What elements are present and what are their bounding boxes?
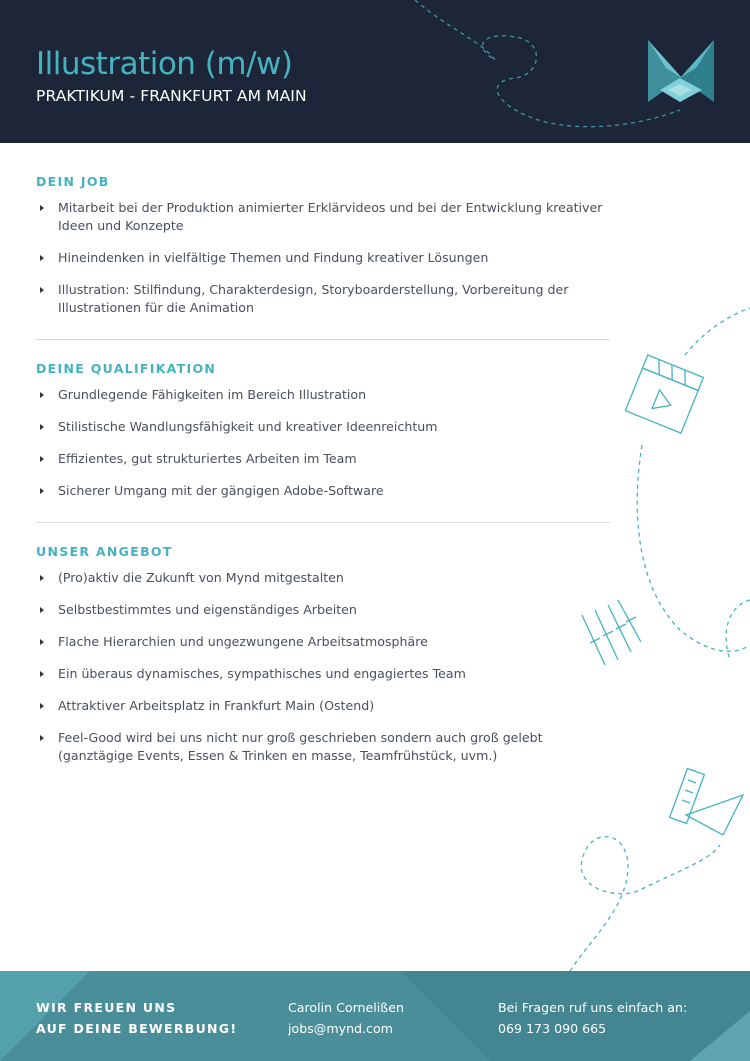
section-divider (36, 339, 610, 340)
bullet-arrow-icon (40, 255, 44, 261)
bullet-arrow-icon (40, 735, 44, 741)
list-item: Feel-Good wird bei uns nicht nur groß geschrieben sondern auch groß gelebt (ganztägige Events, Essen & Trinken en masse, Teamfrühstück, uvm.) (36, 729, 610, 765)
section-heading-job: DEIN JOB (36, 174, 110, 189)
pencil-lines-icon (582, 600, 641, 665)
qualification-list (36, 386, 610, 500)
bullet-arrow-icon (40, 287, 44, 293)
footer-contact (288, 997, 404, 1039)
contact-email-link[interactable]: jobs@mynd.com (288, 1021, 393, 1036)
list-item: Selbstbestimmtes und eigenständiges Arbeiten (36, 601, 610, 619)
questions-label: Bei Fragen ruf uns einfach an: (498, 1000, 688, 1015)
mynd-logo-icon (646, 38, 716, 106)
list-item: Effizientes, gut strukturiertes Arbeiten im Team (36, 450, 610, 468)
list-item: Ein überaus dynamisches, sympathisches und engagiertes Team (36, 665, 610, 683)
phone-number-link[interactable]: 069 173 090 665 (498, 1021, 607, 1036)
footer-cta: WIR FREUEN UNS AUF DEINE BEWERBUNG! (36, 1000, 238, 1036)
play-clapperboard-icon (625, 355, 703, 433)
bullet-arrow-icon (40, 392, 44, 398)
side-illustration-decoration (560, 300, 750, 971)
footer-banner (0, 971, 750, 1061)
bullet-arrow-icon (40, 205, 44, 211)
list-item: Mitarbeit bei der Produktion animierter Erklärvideos und bei der Entwicklung kreativer Ideen und Konzepte (36, 199, 610, 235)
section-heading-qualification: DEINE QUALIFIKATION (36, 361, 217, 376)
footer-questions (498, 997, 687, 1039)
bullet-arrow-icon (40, 703, 44, 709)
section-divider (36, 522, 610, 523)
job-subtitle: PRAKTIKUM - FRANKFURT AM MAIN (36, 87, 307, 105)
job-list (36, 199, 610, 317)
list-item: Grundlegende Fähigkeiten im Bereich Illustration (36, 386, 610, 404)
main-content (36, 174, 610, 779)
list-item: (Pro)aktiv die Zukunft von Mynd mitgestalten (36, 569, 610, 587)
contact-name: Carolin Cornelißen (288, 1000, 404, 1015)
list-item: Illustration: Stilfindung, Charakterdesign, Storyboarderstellung, Vorbereitung der Illustrationen für die Animation (36, 281, 610, 317)
list-item: Stilistische Wandlungsfähigkeit und kreativer Ideenreichtum (36, 418, 610, 436)
offer-list (36, 569, 610, 765)
header-banner (0, 0, 750, 143)
list-item: Sicherer Umgang mit der gängigen Adobe-Software (36, 482, 610, 500)
section-heading-offer: UNSER ANGEBOT (36, 544, 173, 559)
bullet-arrow-icon (40, 607, 44, 613)
list-item: Attraktiver Arbeitsplatz in Frankfurt Main (Ostend) (36, 697, 610, 715)
bullet-arrow-icon (40, 575, 44, 581)
bullet-arrow-icon (40, 488, 44, 494)
bullet-arrow-icon (40, 639, 44, 645)
bullet-arrow-icon (40, 671, 44, 677)
ruler-triangle-icon (670, 768, 743, 835)
list-item: Hineindenken in vielfältige Themen und Findung kreativer Lösungen (36, 249, 610, 267)
list-item: Flache Hierarchien und ungezwungene Arbeitsatmosphäre (36, 633, 610, 651)
job-title: Illustration (m/w) (36, 46, 293, 82)
bullet-arrow-icon (40, 424, 44, 430)
bullet-arrow-icon (40, 456, 44, 462)
